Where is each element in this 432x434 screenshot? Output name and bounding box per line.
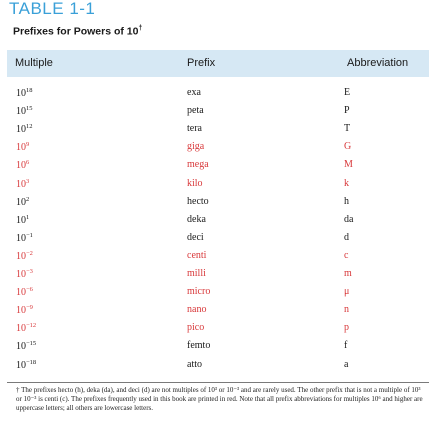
multiple-exponent: −15 [26,340,37,348]
multiple-base: 10 [16,269,26,280]
table-row [7,102,429,120]
prefix-cell: exa [187,87,201,98]
table-row [7,283,429,301]
multiple-exponent: 18 [26,87,33,94]
multiple-base: 10 [16,232,26,244]
multiple-base: 10 [16,287,26,299]
prefix-cell: hecto [187,195,209,207]
table-row [7,138,429,156]
multiple-base: 10 [16,341,26,353]
table-row [7,175,429,193]
multiple-cell [16,268,33,280]
prefix-cell: milli [187,268,206,279]
multiple-exponent: −9 [26,304,33,312]
prefix-cell: pico [187,322,205,334]
prefix-cell: tera [187,123,202,135]
multiple-base: 10 [16,359,26,371]
abbreviation-cell: d [344,231,349,243]
multiple-exponent: −3 [26,268,33,275]
multiple-exponent: 2 [26,195,30,203]
multiple-base: 10 [16,106,26,118]
table-header [7,50,429,77]
multiple-base: 10 [16,88,26,99]
table-title-text: Prefixes for Powers of 10 [13,25,139,38]
table-title [13,25,142,38]
abbreviation-cell: M [344,159,353,171]
prefix-cell: femto [187,340,211,352]
table-row [7,229,429,247]
multiple-base: 10 [16,250,26,262]
table-row [7,247,429,265]
multiple-cell [16,286,33,298]
abbreviation-cell: f [344,340,348,352]
multiple-base: 10 [16,305,26,317]
table-row [7,319,429,337]
abbreviation-cell: μ [344,286,350,298]
abbreviation-cell: m [344,268,352,279]
multiple-exponent: 3 [26,177,30,185]
abbreviation-cell: c [344,249,349,261]
abbreviation-cell: T [344,123,351,135]
abbreviation-cell: E [344,87,351,98]
multiple-cell [16,304,33,316]
multiple-exponent: 1 [26,213,30,221]
multiple-cell [16,123,33,135]
multiple-base: 10 [16,124,26,136]
multiple-base: 10 [16,214,26,226]
abbreviation-cell: k [344,177,349,189]
table-row [7,211,429,229]
multiple-exponent: 15 [26,105,33,113]
abbreviation-cell: n [344,304,349,316]
prefix-cell: deka [187,213,206,225]
table-row [7,120,429,138]
multiple-exponent: −6 [26,286,33,294]
abbreviation-cell: G [344,141,352,153]
prefix-cell: mega [187,159,209,171]
prefix-cell: kilo [187,177,203,189]
bottom-rule [7,382,429,383]
table-row [7,356,429,374]
multiple-base: 10 [16,160,26,172]
prefix-cell: giga [187,141,205,153]
multiple-base: 10 [16,142,26,154]
multiple-cell [16,359,36,371]
header-abbreviation: Abbreviation [347,57,409,69]
table-row [7,301,429,319]
table-number: TABLE 1-1 [9,0,96,18]
multiple-cell [16,178,29,190]
multiple-cell [16,159,29,171]
multiple-cell [16,232,33,244]
header-prefix: Prefix [187,57,216,69]
prefix-cell: centi [187,249,207,261]
multiple-exponent: −1 [26,231,33,239]
abbreviation-cell: P [344,105,350,117]
abbreviation-cell: a [344,358,349,370]
multiple-exponent: −12 [26,322,37,330]
prefix-cell: atto [187,358,202,370]
multiple-cell [16,141,29,153]
multiple-exponent: −2 [26,249,33,257]
table-row [7,156,429,174]
prefix-cell: deci [187,231,204,243]
prefix-cell: micro [187,286,211,298]
prefix-cell: nano [187,304,207,316]
abbreviation-cell: h [344,195,349,207]
multiple-cell [16,87,33,99]
prefix-cell: peta [187,105,204,117]
table-row [7,193,429,211]
table-footnote: † The prefixes hecto (h), deka (da), and deci (d) are not multiples of 10³ or 10⁻³ and are rarely used. The other prefix that is not a multiple of 10³ or 10⁻³ is centi (c). The prefixes frequently used in this book are printed in red. Note that all prefix abbreviations for multiples 10⁶ and higher are uppercase letters; all others are lowercase letters. [16,386,423,412]
multiple-cell [16,340,36,352]
multiple-cell [16,196,29,208]
multiple-base: 10 [16,178,26,190]
multiple-cell [16,250,33,262]
multiple-base: 10 [16,323,26,335]
multiple-exponent: 9 [26,141,30,149]
footnote-mark: † [138,25,143,32]
multiple-exponent: 6 [26,159,30,167]
abbreviation-cell: da [344,213,354,225]
multiple-base: 10 [16,196,26,208]
abbreviation-cell: p [344,322,349,334]
multiple-exponent: 12 [26,123,33,131]
multiple-cell [16,214,29,226]
multiple-cell [16,322,36,334]
table-row [7,337,429,355]
multiple-cell [16,105,33,117]
header-multiple: Multiple [15,57,53,69]
table-row [7,84,429,102]
multiple-exponent: −18 [26,358,37,366]
table-row [7,265,429,283]
